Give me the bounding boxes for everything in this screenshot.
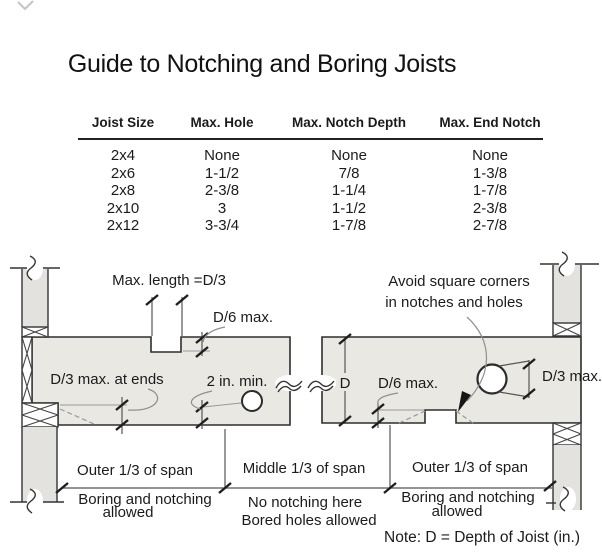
table-cell: 1-7/8 <box>472 182 508 199</box>
table-cell: None <box>331 147 367 164</box>
hole-size-label: D/3 max. <box>542 368 602 385</box>
col-header-max-notch-depth: Max. Notch Depth <box>291 115 406 130</box>
rule-left-line2: allowed <box>102 504 154 521</box>
table-cell: 2x6 <box>110 164 136 182</box>
double-plate-hatch <box>553 423 581 445</box>
top-notch-length-dimension <box>146 295 188 336</box>
table-cell: 7/8 <box>338 164 360 182</box>
corner-warning-line2: in notches and holes <box>385 294 523 311</box>
plate-hatch <box>553 323 581 336</box>
table-cell: 1-1/4 <box>331 182 367 199</box>
span-middle-label: Middle 1/3 of span <box>242 460 366 477</box>
page-title: Guide to Notching and Boring Joists <box>67 50 457 78</box>
pipe-break-icon <box>559 252 575 276</box>
table-cell: 2-3/8 <box>204 182 240 199</box>
stud <box>22 427 57 502</box>
table-cell: 1-1/2 <box>204 164 240 182</box>
span-left-label: Outer 1/3 of span <box>77 462 193 479</box>
table-cell: 2x12 <box>106 217 140 234</box>
table-cell: None <box>204 147 240 164</box>
plate-hatch <box>22 327 48 337</box>
table-cell: 3 <box>217 199 227 217</box>
table-cell: 1-3/8 <box>472 164 508 182</box>
bottom-notch-depth-label: D/6 max. <box>377 375 439 392</box>
table-cell: 2x10 <box>106 199 140 217</box>
rule-right-line1: Boring and notching <box>401 489 535 506</box>
hole-clearance-label: 2 in. min. <box>206 373 268 390</box>
pipe-break-icon <box>27 489 43 513</box>
note-text: Note: D = Depth of Joist (in.) <box>384 529 580 546</box>
break-tear-icon <box>275 375 305 392</box>
col-header-max-end-notch: Max. End Notch <box>439 115 541 130</box>
rule-middle-line2: Bored holes allowed <box>241 512 377 529</box>
table-cell: 2x4 <box>110 147 136 164</box>
table-cell: 1-7/8 <box>331 217 367 234</box>
crop-artifact <box>18 1 33 9</box>
depth-label: D <box>339 375 351 392</box>
top-notch-length-label: Max. length =D/3 <box>112 272 226 289</box>
col-header-joist-size: Joist Size <box>91 115 155 130</box>
end-notch-label: D/3 max. at ends <box>50 371 164 388</box>
top-notch-depth-label: D/6 max. <box>212 309 274 326</box>
col-header-max-hole: Max. Hole <box>190 115 254 130</box>
table-cell: None <box>472 147 508 164</box>
bored-hole-small <box>242 391 262 411</box>
table-cell: 2-7/8 <box>472 217 508 234</box>
span-right-label: Outer 1/3 of span <box>412 459 528 476</box>
table-cell: 2-3/8 <box>472 199 508 217</box>
table-cell: 2x8 <box>110 182 136 199</box>
pipe-break-icon <box>560 487 576 511</box>
double-plate-hatch <box>22 403 58 427</box>
corner-warning-line1: Avoid square corners <box>388 273 530 290</box>
rim-board-hatch <box>22 337 32 403</box>
table-cell: 1-1/2 <box>331 199 367 217</box>
pipe-break-icon <box>27 256 43 280</box>
table-cell: 3-3/4 <box>204 217 240 234</box>
rule-left-line1: Boring and notching <box>78 491 212 508</box>
rule-right-line2: allowed <box>431 503 483 520</box>
rule-middle-line1: No notching here <box>247 494 363 511</box>
